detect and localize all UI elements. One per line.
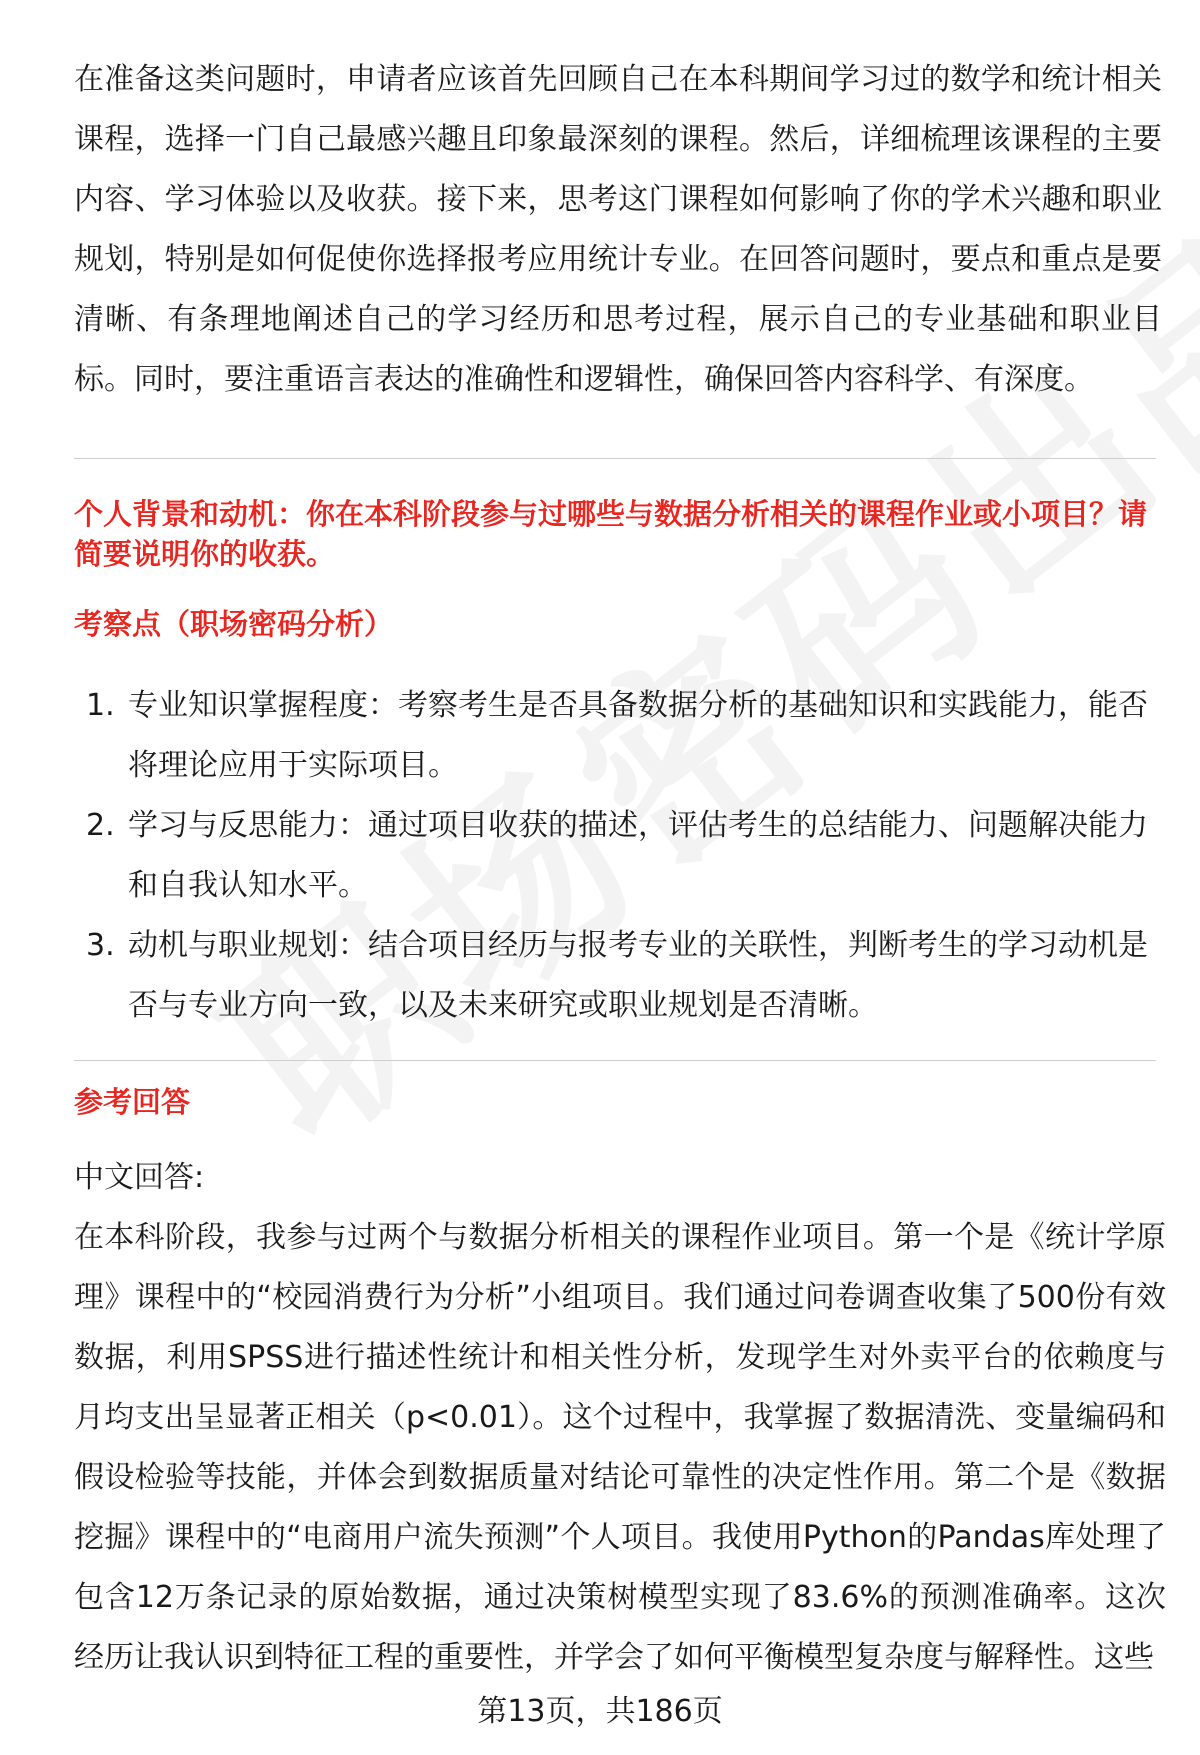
list-item-number: 2. [86,808,115,843]
list-item [74,916,1164,1036]
list-item-text: 动机与职业规划：结合项目经历与报考专业的关联性，判断考生的学习动机是否与专业方向一致，以及未来研究或职业规划是否清晰。 [128,928,1148,1023]
list-item [74,796,1164,916]
divider [74,1060,1156,1061]
assessment-list [74,676,1164,1036]
answer-paragraph: 在本科阶段，我参与过两个与数据分析相关的课程作业项目。第一个是《统计学原理》课程中的“校园消费行为分析”小组项目。我们通过问卷调查收集了500份有效数据，利用SPSS进行描述性统计和相关性分析，发现学生对外卖平台的依赖度与月均支出呈显著正相关（p<0.01）。这个过程中，我掌握了数据清洗、变量编码和假设检验等技能，并体会到数据质量对结论可靠性的决定性作用。第二个是《数据挖掘》课程中的“电商用户流失预测”个人项目。我使用Python的Pandas库处理了包含12万条记录的原始数据，通过决策树模型实现了83.6%的预测准确率。这次经历让我认识到特征工程的重要性，并学会了如何平衡模型复杂度与解释性。这些 [74,1220,1166,1675]
intro-paragraph: 在准备这类问题时，申请者应该首先回顾自己在本科期间学习过的数学和统计相关课程，选择一门自己最感兴趣且印象最深刻的课程。然后，详细梳理该课程的主要内容、学习体验以及收获。接下来，思考这门课程如何影响了你的学术兴趣和职业规划，特别是如何促使你选择报考应用统计专业。在回答问题时，要点和重点是要清晰、有条理地阐述自己的学习经历和思考过程，展示自己的专业基础和职业目标。同时，要注重语言表达的准确性和逻辑性，确保回答内容科学、有深度。 [74,62,1162,397]
answer-heading: 参考回答 [74,1085,191,1119]
divider [74,458,1156,459]
answer-label: 中文回答: [74,1160,205,1195]
list-item [74,676,1164,796]
list-item-number: 3. [86,928,115,963]
assessment-heading: 考察点（职场密码分析） [74,607,394,641]
list-item-number: 1. [86,688,115,723]
list-item-text: 专业知识掌握程度：考察考生是否具备数据分析的基础知识和实践能力，能否将理论应用于实际项目。 [128,688,1148,783]
list-item-text: 学习与反思能力：通过项目收获的描述，评估考生的总结能力、问题解决能力和自我认知水平。 [128,808,1148,903]
page-footer: 第13页，共186页 [477,1694,723,1729]
question-heading: 个人背景和动机：你在本科阶段参与过哪些与数据分析相关的课程作业或小项目？请简要说明你的收获。 [74,497,1148,571]
